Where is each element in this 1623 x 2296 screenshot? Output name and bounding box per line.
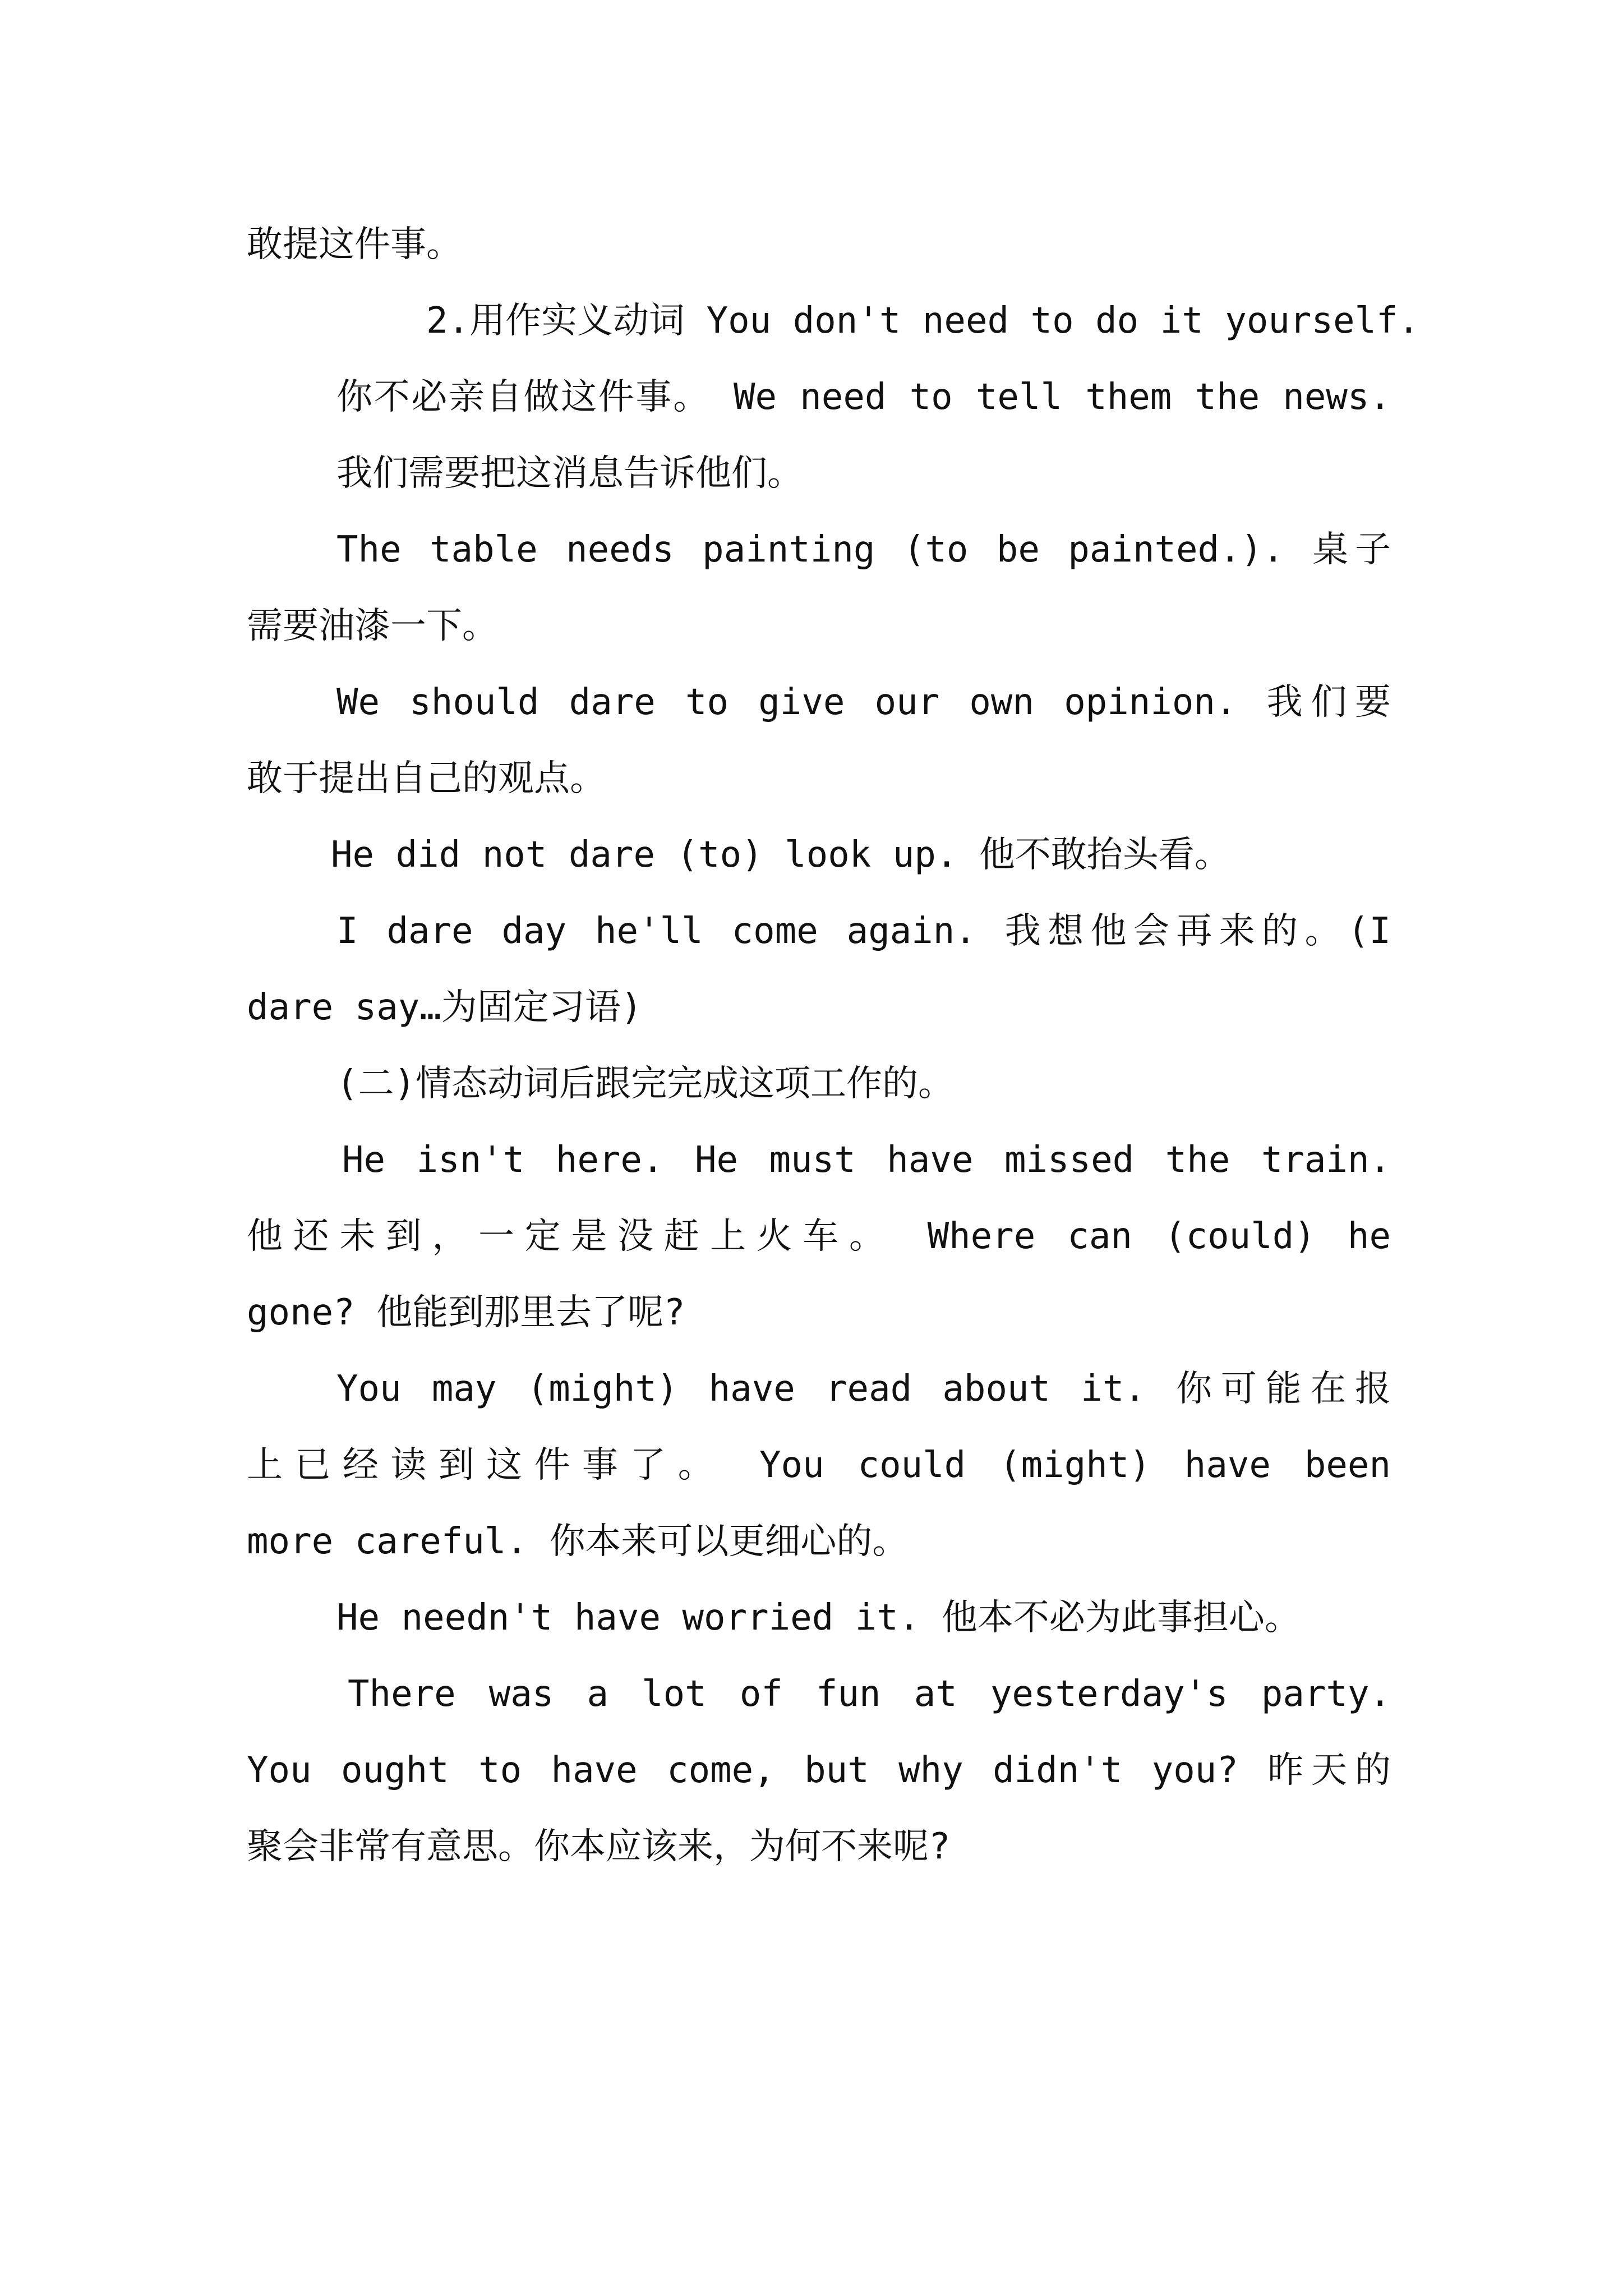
text-line: dare say…为固定习语) [247,987,643,1028]
text-line: 需要油漆一下。 [247,605,498,647]
text-line: We should dare to give our own opinion. 我们要 [336,682,1391,723]
text-line: (二)情态动词后跟完完成这项工作的。 [336,1063,955,1105]
paragraph [247,283,1420,512]
paragraph [247,206,1391,283]
paragraph [247,1656,1391,1885]
text-line: 你不必亲自做这件事。 We need to tell them the news. [336,376,1391,418]
paragraph [247,893,1391,1046]
text-line: 他还未到，一定是没赶上火车。 Where can (could) he [247,1216,1391,1257]
text-line: 敢提这件事。 [247,224,462,265]
paragraph [247,1046,1391,1122]
text-line: You ought to have come, but why didn't you? 昨天的 [247,1750,1391,1791]
text-line: 上已经读到这件事了。 You could (might) have been [247,1444,1391,1486]
paragraph [247,1351,1391,1580]
text-line: I dare day he'll come again. 我想他会再来的。(I [336,910,1391,952]
text-line: gone? 他能到那里去了呢? [247,1292,685,1333]
text-line: He did not dare (to) look up. 他不敢抬头看。 [331,834,1230,876]
paragraph [247,512,1391,664]
paragraph [247,1580,1391,1656]
text-line: He needn't have worried it. 他本不必为此事担心。 [336,1597,1301,1639]
text-line: 2.用作实义动词 You don't need to do it yourself. [426,300,1420,342]
text-line: You may (might) have read about it. 你可能在报 [336,1368,1391,1410]
paragraph [247,1122,1391,1351]
text-line: There was a lot of fun at yesterday's party. [348,1673,1391,1715]
text-line: more careful. 你本来可以更细心的。 [247,1521,909,1562]
text-line: 聚会非常有意思。你本应该来，为何不来呢? [247,1826,951,1867]
text-line: 敢于提出自己的观点。 [247,758,606,799]
paragraph [247,664,1391,817]
text-line: He isn't here. He must have missed the train. [342,1139,1391,1181]
text-line: 我们需要把这消息告诉他们。 [336,453,803,494]
paragraph [247,817,1391,893]
text-line: The table needs painting (to be painted.). 桌子 [336,529,1391,570]
document-body [247,206,1420,1885]
